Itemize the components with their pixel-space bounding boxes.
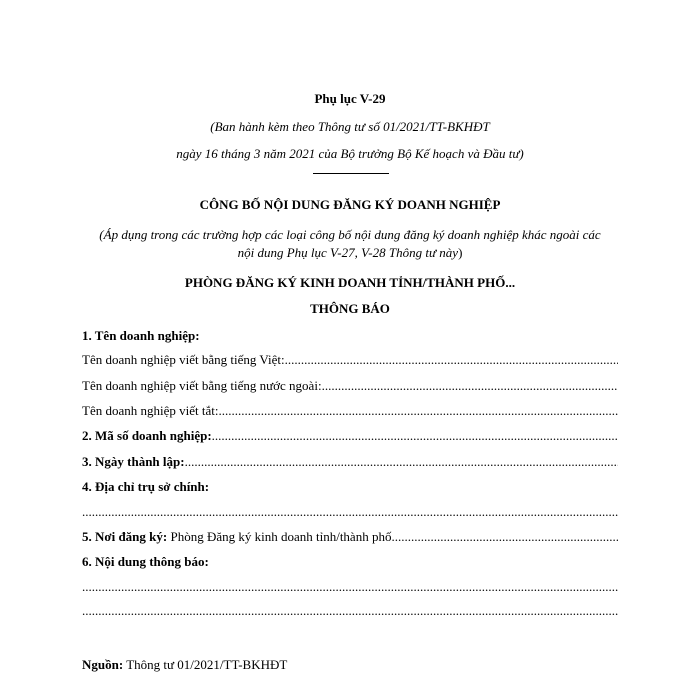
field-name-vietnamese-label: Tên doanh nghiệp viết bằng tiếng Việt: bbox=[82, 352, 285, 367]
scope-note-line-2 bbox=[0, 245, 700, 261]
main-heading: CÔNG BỐ NỘI DUNG ĐĂNG KÝ DOANH NGHIỆP bbox=[199, 197, 501, 212]
section-6-title: 6. Nội dung thông báo: bbox=[82, 554, 209, 569]
fill-in-dots bbox=[212, 428, 618, 443]
field-name-foreign-label: Tên doanh nghiệp viết bằng tiếng nước ngoài: bbox=[82, 378, 322, 393]
field-name-abbreviated bbox=[82, 403, 618, 419]
issuance-line-1: (Ban hành kèm theo Thông tư số 01/2021/TT-BKHĐT bbox=[210, 119, 490, 134]
field-enterprise-code bbox=[82, 428, 618, 444]
office-heading: PHÒNG ĐĂNG KÝ KINH DOANH TỈNH/THÀNH PHỐ... bbox=[184, 275, 516, 290]
appendix-title: Phụ lục V-29 bbox=[314, 91, 386, 106]
scope-note-line-2-text: nội dung Phụ lục V-27, V-28 Thông tư này bbox=[237, 245, 459, 260]
section-5-value: Phòng Đăng ký kinh doanh tỉnh/thành phố bbox=[167, 529, 392, 544]
source-line bbox=[82, 657, 618, 673]
field-head-office-address bbox=[82, 504, 618, 520]
field-registration-place bbox=[82, 529, 618, 545]
field-notice-content-2 bbox=[82, 603, 618, 619]
notice-heading: THÔNG BÁO bbox=[310, 301, 390, 316]
issuance-line-2: ngày 16 tháng 3 năm 2021 của Bộ trưởng Bộ Kế hoạch và Đầu tư) bbox=[176, 146, 524, 161]
section-1-title: 1. Tên doanh nghiệp: bbox=[82, 328, 200, 343]
source-value: Thông tư 01/2021/TT-BKHĐT bbox=[123, 657, 288, 672]
section-5-title: 5. Nơi đăng ký: bbox=[82, 529, 168, 544]
section-3-title: 3. Ngày thành lập: bbox=[82, 454, 185, 469]
section-2-title: 2. Mã số doanh nghiệp: bbox=[82, 428, 212, 443]
separator-rule bbox=[313, 173, 389, 174]
fill-in-dots bbox=[82, 504, 618, 519]
field-establishment-date bbox=[82, 454, 618, 470]
field-name-vietnamese bbox=[82, 352, 618, 368]
fill-in-dots bbox=[218, 403, 618, 418]
fill-in-dots bbox=[82, 603, 618, 618]
source-label: Nguồn: bbox=[82, 657, 124, 672]
field-name-foreign bbox=[82, 378, 618, 394]
fill-in-dots bbox=[82, 579, 618, 594]
section-4-title: 4. Địa chỉ trụ sở chính: bbox=[82, 479, 210, 494]
field-notice-content-1 bbox=[82, 579, 618, 595]
field-name-abbreviated-label: Tên doanh nghiệp viết tắt: bbox=[82, 403, 219, 418]
fill-in-dots bbox=[185, 454, 618, 469]
fill-in-dots bbox=[285, 352, 618, 367]
scope-note-line-1: (Áp dụng trong các trường hợp các loại công bố nội dung đăng ký doanh nghiệp khác ngoài các bbox=[99, 227, 601, 242]
scope-note-line-2-close: ) bbox=[458, 245, 463, 260]
fill-in-dots bbox=[391, 529, 618, 544]
fill-in-dots bbox=[322, 378, 618, 393]
